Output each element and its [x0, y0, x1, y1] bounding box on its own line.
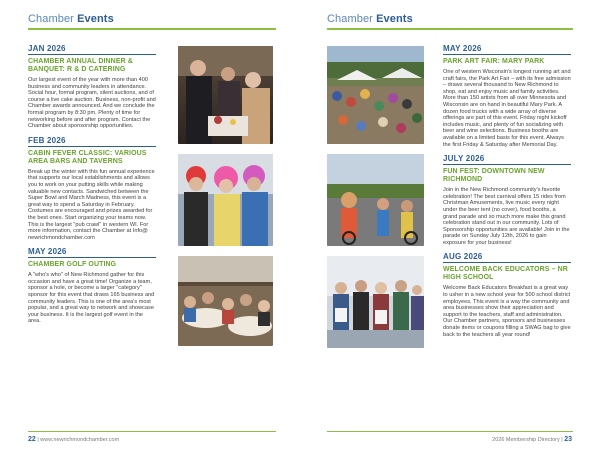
- event-title: CHAMBER ANNUAL DINNER & BANQUET: R & D CATERING: [28, 58, 133, 73]
- page-footer: [28, 436, 119, 443]
- event-section: [443, 44, 571, 148]
- event-description: Break up the winter with this fun annual experience that supports our local establishments and allows you to work on your putting skills while making valuable new contacts. Sandwiched between the Super Bowl and March Madness, this event is a great way to spend a Saturday in February. Costumes are encouraged and prizes awarded for the best ones. Start organizing your teams now. This is the largest "pub crawl" in western WI. For more information, contact the Chamber at Info@ newrichmondchamber.com: [28, 168, 155, 241]
- month-divider: [28, 54, 156, 55]
- event-description: One of western Wisconsin's longest running art and craft fairs, the Park Art Fair – with its free admission – draws several thousand to New Richmond to shop, eat and enjoy music and family activities. More than 150 artists from all over Minnesota and Wisconsin are on hand in beautiful Mary Park. A dozen food trucks with a wide array of diverse offerings are part of this event. Friday night kickoff includes music, and plenty of fun socializing with beer and wine selections. Business booths are available on a limited basis for this event. Always the first Friday & Saturday after Memorial Day.: [443, 69, 571, 148]
- events-column: [28, 44, 156, 331]
- event-section: [443, 154, 571, 246]
- title-divider: [28, 28, 276, 30]
- event-description: A "who's who" of New Richmond gather for this occasion and have a great time! Organize a team, sponsor a hole, or become a larger "category" sponsor for this event that draws 165 business and community leaders. This is one of the area's most popular, and a great way to network and showcase your business. It is the largest golf event in the area.: [28, 272, 155, 325]
- event-section: [28, 44, 156, 130]
- event-title: FUN FEST: DOWNTOWN NEW RICHMOND: [443, 168, 545, 184]
- banquet-photo: [178, 46, 273, 144]
- golf-outing-photo: [178, 256, 273, 346]
- page-title-strong: Events: [77, 13, 114, 25]
- event-section: [443, 252, 571, 338]
- event-section: [28, 247, 156, 325]
- month-divider: [443, 54, 571, 55]
- event-title: CABIN FEVER CLASSIC: VARIOUS AREA BARS AND TAVERNS: [28, 149, 147, 165]
- cabin-fever-photo: [178, 154, 273, 246]
- page-title-light: Chamber: [28, 13, 74, 25]
- event-month: MAY 2026: [28, 247, 67, 257]
- event-month: FEB 2026: [28, 135, 66, 145]
- title-divider: [327, 28, 573, 30]
- fun-fest-photo: [327, 154, 424, 246]
- page-title: [327, 13, 413, 25]
- event-section: [28, 136, 156, 242]
- page-title-strong: Events: [376, 13, 413, 25]
- month-divider: [443, 164, 571, 165]
- page-footer: [492, 436, 572, 443]
- event-description: Our largest event of the year with more than 400 business and community leaders in attendance. Social hour, formal program, silent auctions, and of course a live cake auction. Business, non-profit and Chamber awards announced. And we conclude the formal program by 8:30 pm. Plenty of time for networking before and after program. Contact the Chamber about sponsorship opportunities.: [28, 77, 156, 130]
- event-description: Join in the New Richmond community's favorite celebration! The best carnival offers 15 rides from Christman Amusements, live music every night under the beer tent (no cover), food booths, a grand parade and so much more make this grand celebration stand out in our community. Lots of Sponsorship opportunities are available! Join in the parade on Sunday July 12th, 2026 to gain exposure for your business!: [443, 187, 570, 246]
- event-month: JULY 2026: [443, 154, 485, 164]
- educators-photo: [327, 256, 424, 348]
- page-title: [28, 13, 114, 25]
- right-page: [300, 0, 600, 463]
- footer-divider: [327, 431, 573, 432]
- month-divider: [28, 146, 156, 147]
- page-number: 23: [564, 436, 572, 443]
- month-divider: [443, 262, 571, 263]
- event-title: PARK ART FAIR: MARY PARK: [443, 58, 545, 65]
- event-month: MAY 2026: [443, 44, 482, 53]
- event-title: CHAMBER GOLF OUTING: [28, 261, 117, 269]
- footer-website: | www.newrichmondchamber.com: [37, 437, 120, 443]
- event-title: WELCOME BACK EDUCATORS – NR HIGH SCHOOL: [443, 266, 568, 282]
- footer-directory: 2026 Membership Directory |: [492, 437, 563, 443]
- page-title-light: Chamber: [327, 13, 373, 25]
- art-fair-photo: [327, 46, 424, 144]
- event-month: AUG 2026: [443, 252, 483, 262]
- event-month: JAN 2026: [28, 44, 66, 53]
- page-number: 22: [28, 436, 36, 443]
- event-description: Welcome Back Educators Breakfast is a great way to usher in a new school year for 500 school district employees. This event is a way the community and area businesses show their appreciation and support to the teachers, staff and administration. Our Chamber partners, sponsors and businesses donate items or coupons filling a SWAG bag to give back to the teachers all year round!: [443, 285, 571, 338]
- month-divider: [28, 257, 156, 258]
- events-column: [443, 44, 571, 344]
- footer-divider: [28, 431, 276, 432]
